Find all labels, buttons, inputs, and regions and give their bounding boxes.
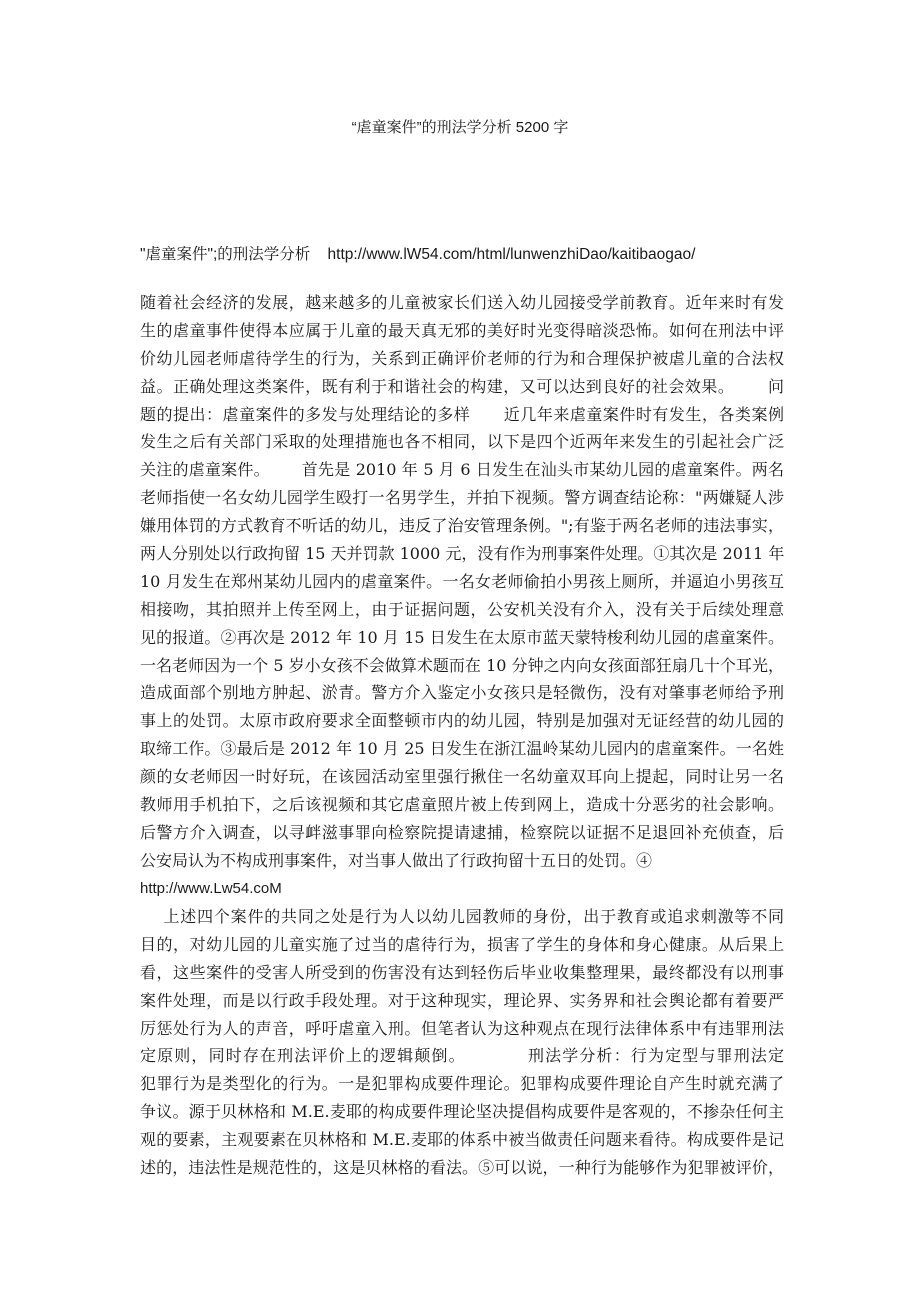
- text-line: 目的，对幼儿园的儿童实施了过当的虐待行为，损害了学生的身体和身心健康。从后果上: [140, 934, 784, 954]
- text-line: 发生之后有关部门采取的处理措施也各不相同，以下是四个近两年来发生的引起社会广泛: [140, 432, 784, 452]
- text-line: 一名老师因为一个 5 岁小女孩不会做算术题而在 10 分钟之内向女孩面部狂扇几十个耳光，: [140, 655, 784, 675]
- paragraph-2: [140, 903, 784, 1182]
- document-title: “虐童案件”的刑法学分析 5200 字: [351, 119, 569, 136]
- text-line: 定原则，同时存在刑法评价上的逻辑颠倒。 刑法学分析：行为定型与罪刑法定: [140, 1046, 784, 1066]
- paragraph-1: [140, 289, 784, 875]
- text-line: 相接吻，其拍照并上传至网上，由于证据问题，公安机关没有介入，没有关于后续处理意: [140, 599, 784, 619]
- text-line: 取缔工作。③最后是 2012 年 10 月 25 日发生在浙江温岭某幼儿园内的虐童案件。一名姓: [140, 739, 784, 759]
- document-subtitle: "虐童案件";的刑法学分析 http://www.lW54.com/html/lunwenzhiDao/kaitibaogao/: [140, 246, 696, 263]
- text-line: 生的虐童事件使得本应属于儿童的最天真无邪的美好时光变得暗淡恐怖。如何在刑法中评: [140, 320, 784, 340]
- text-line: 犯罪行为是类型化的行为。一是犯罪构成要件理论。犯罪构成要件理论自产生时就充满了: [140, 1074, 784, 1094]
- text-line: 争议。源于贝林格和 M.E.麦耶的构成要件理论坚决提倡构成要件是客观的，不掺杂任何主: [140, 1102, 784, 1122]
- text-line: 公安局认为不构成刑事案件，对当事人做出了行政拘留十五日的处罚。④: [140, 850, 653, 870]
- text-line: 老师指使一名女幼儿园学生殴打一名男学生，并拍下视频。警方调查结论称："两嫌疑人涉: [140, 488, 784, 508]
- text-line: 10 月发生在郑州某幼儿园内的虐童案件。一名女老师偷拍小男孩上厕所，并逼迫小男孩互: [140, 571, 784, 591]
- text-line: 厉惩处行为人的声音，呼吁虐童入刑。但笔者认为这种观点在现行法律体系中有违罪刑法: [140, 1018, 784, 1038]
- text-line: 价幼儿园老师虐待学生的行为，关系到正确评价老师的行为和合理保护被虐儿童的合法权: [140, 348, 784, 368]
- text-line: 教师用手机拍下，之后该视频和其它虐童照片被上传到网上，造成十分恶劣的社会影响。: [140, 795, 784, 815]
- text-line: 随着社会经济的发展，越来越多的儿童被家长们送入幼儿园接受学前教育。近年来时有发: [140, 293, 784, 312]
- text-line: 事上的处罚。太原市政府要求全面整顿市内的幼儿园，特别是加强对无证经营的幼儿园的: [140, 711, 784, 731]
- text-line: 观的要素，主观要素在贝林格和 M.E.麦耶的体系中被当做责任问题来看待。构成要件是记: [140, 1130, 784, 1150]
- text-line: 后警方介入调查，以寻衅滋事罪向检察院提请逮捕，检察院以证据不足退回补充侦查，后: [140, 822, 784, 842]
- text-line: 见的报道。②再次是 2012 年 10 月 15 日发生在太原市蓝天蒙特梭利幼儿园的虐童案件。: [140, 627, 784, 647]
- text-line: 案件处理，而是以行政手段处理。对于这种现实，理论界、实务界和社会舆论都有着要严: [140, 990, 784, 1010]
- text-line: 上述四个案件的共同之处是行为人以幼儿园教师的身份，出于教育或追求刺激等不同: [140, 907, 784, 926]
- source-url: http://www.Lw54.coM: [140, 880, 282, 897]
- text-line: 两人分别处以行政拘留 15 天并罚款 1000 元，没有作为刑事案件处理。①其次是 2011 年: [140, 544, 784, 564]
- text-line: 题的提出：虐童案件的多发与处理结论的多样 近几年来虐童案件时有发生，各类案例: [140, 404, 784, 424]
- text-line: 嫌用体罚的方式教育不听话的幼儿，违反了治安管理条例。";有鉴于两名老师的违法事实，: [140, 516, 784, 536]
- text-line: 颜的女老师因一时好玩，在该园活动室里强行揪住一名幼童双耳向上提起，同时让另一名: [140, 767, 784, 787]
- text-line: 益。正确处理这类案件，既有利于和谐社会的构建，又可以达到良好的社会效果。 问: [140, 376, 784, 396]
- text-line: 造成面部个别地方肿起、淤青。警方介入鉴定小女孩只是轻微伤，没有对肇事老师给予刑: [140, 683, 784, 703]
- text-line: 述的，违法性是规范性的，这是贝林格的看法。⑤可以说，一种行为能够作为犯罪被评价，: [140, 1158, 784, 1178]
- text-line: 看，这些案件的受害人所受到的伤害没有达到轻伤后毕业收集整理果，最终都没有以刑事: [140, 962, 784, 982]
- text-line: 关注的虐童案件。 首先是 2010 年 5 月 6 日发生在汕头市某幼儿园的虐童案件。两名: [140, 460, 784, 480]
